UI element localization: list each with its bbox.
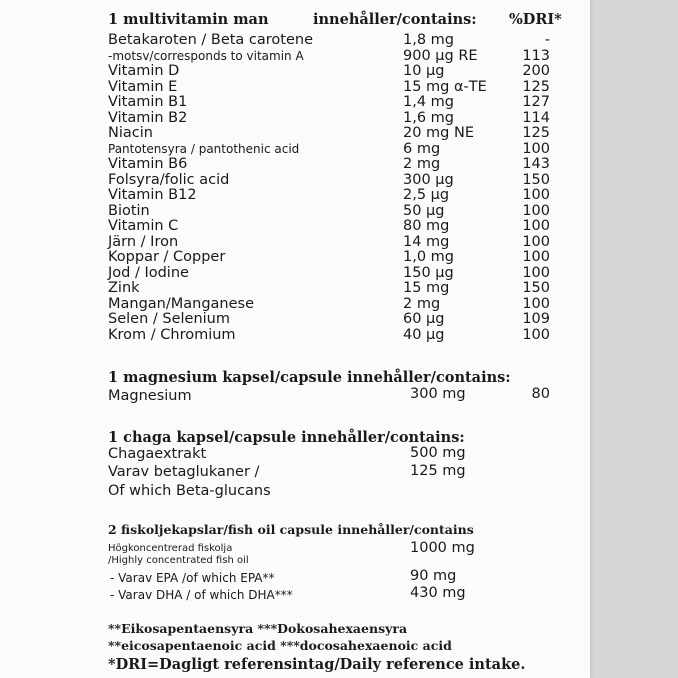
nutrient-amount: 150 µg (403, 264, 454, 281)
nutrient-dri: 100 (522, 140, 550, 157)
magnesium-heading: 1 magnesium kapsel/capsule innehåller/contains: (108, 369, 511, 386)
fishoil-oil-name: Högkoncentrerad fiskolja (108, 543, 233, 554)
nutrient-dri: 100 (522, 233, 550, 250)
nutrient-dri: 114 (522, 109, 550, 126)
nutrient-name: Vitamin B12 (108, 187, 197, 203)
nutrient-amount: 2 mg (403, 156, 441, 172)
nutrient-amount: 300 µg (403, 171, 454, 188)
nutrient-amount: 15 mg (403, 280, 450, 296)
chaga-extract-name: Chagaextrakt (108, 446, 207, 462)
nutrient-dri: 143 (522, 156, 550, 172)
nutrient-dri: 125 (522, 78, 550, 95)
nutrient-amount: 6 mg (403, 140, 441, 157)
nutrient-amount: 1,8 mg (403, 32, 454, 48)
fishoil-oil-name-en: /Highly concentrated fish oil (108, 555, 249, 566)
nutrient-dri: 100 (522, 264, 550, 281)
nutrient-amount: 50 µg (403, 202, 445, 219)
nutrient-name: Mangan/Manganese (108, 295, 255, 312)
nutrient-name: Koppar / Copper (108, 249, 226, 265)
nutrient-name: Selen / Selenium (108, 311, 230, 327)
nutrient-dri: 100 (522, 295, 550, 312)
nutrient-name: Järn / Iron (108, 233, 179, 250)
nutrient-dri: - (544, 32, 550, 48)
nutrient-name: Betakaroten / Beta carotene (108, 32, 314, 48)
magnesium-dri: 80 (531, 386, 550, 402)
nutrient-amount: 1,6 mg (403, 109, 454, 126)
nutrient-name: Vitamin C (108, 218, 179, 234)
chaga-extract-amount: 500 mg (410, 445, 466, 461)
nutrient-dri: 100 (522, 326, 550, 343)
nutrient-dri: 109 (522, 311, 550, 327)
nutrient-name: Vitamin B1 (108, 94, 188, 110)
nutrient-amount: 2 mg (403, 295, 441, 312)
fishoil-heading: 2 fiskoljekapslar/fish oil capsule innehåller/contains (108, 522, 474, 537)
nutrient-name: Krom / Chromium (108, 326, 236, 343)
footnote-dri-definition: *DRI=Dagligt referensintag/Daily reference intake. (108, 656, 526, 673)
nutrient-dri: 125 (522, 125, 550, 141)
chaga-betaglucan-name-en: Of which Beta-glucans (108, 483, 271, 499)
nutrient-dri: 113 (522, 47, 550, 64)
multivitamin-heading: 1 multivitamin man (108, 11, 269, 28)
contains-column-header: innehåller/contains: (313, 11, 477, 28)
nutrient-dri: 200 (522, 63, 550, 79)
chaga-heading: 1 chaga kapsel/capsule innehåller/contains: (108, 429, 465, 446)
nutrient-name: Vitamin B2 (108, 109, 188, 126)
nutrient-name: Niacin (108, 125, 153, 141)
magnesium-amount: 300 mg (410, 386, 466, 402)
nutrient-name: Pantotensyra / pantothenic acid (108, 141, 300, 156)
nutrient-name: Folsyra/folic acid (108, 171, 230, 188)
nutrient-name: Vitamin D (108, 63, 180, 79)
nutrient-name: Vitamin B6 (108, 156, 188, 172)
nutrient-name: Vitamin E (108, 78, 178, 95)
nutrient-amount: 10 µg (403, 63, 445, 79)
nutrient-amount: 14 mg (403, 233, 450, 250)
nutrient-dri: 100 (522, 218, 550, 234)
fishoil-oil-amount: 1000 mg (410, 540, 475, 556)
nutrient-name: Zink (108, 280, 140, 296)
fishoil-epa-name: - Varav EPA /of which EPA** (110, 571, 275, 585)
nutrient-amount: 20 mg NE (403, 125, 475, 141)
nutrient-amount: 900 µg RE (403, 47, 478, 64)
footnote-swedish: **Eikosapentaensyra ***Dokosahexaensyra (108, 621, 408, 636)
nutrient-dri: 100 (522, 249, 550, 265)
nutrient-name: -motsv/corresponds to vitamin A (108, 48, 304, 63)
fishoil-dha-name: - Varav DHA / of which DHA*** (110, 588, 293, 602)
nutrient-amount: 15 mg α-TE (403, 78, 487, 95)
nutrient-amount: 80 mg (403, 218, 450, 234)
nutrient-amount: 60 µg (403, 311, 445, 327)
nutrient-amount: 40 µg (403, 326, 445, 343)
nutrient-dri: 100 (522, 202, 550, 219)
footnote-english: **eicosapentaenoic acid ***docosahexaenoic acid (108, 638, 452, 653)
nutrient-amount: 1,0 mg (403, 249, 454, 265)
nutrient-amount: 2,5 µg (403, 187, 450, 203)
fishoil-dha-amount: 430 mg (410, 585, 466, 601)
nutrient-amount: 1,4 mg (403, 94, 454, 110)
chaga-betaglucan-amount: 125 mg (410, 463, 466, 479)
nutrient-name: Biotin (108, 202, 150, 219)
magnesium-name: Magnesium (108, 388, 192, 404)
chaga-betaglucan-name: Varav betaglukaner / (108, 464, 260, 480)
nutrient-name: Jod / Iodine (108, 264, 189, 281)
nutrient-dri: 100 (522, 187, 550, 203)
nutrient-dri: 150 (522, 171, 550, 188)
dri-column-header: %DRI* (509, 11, 562, 28)
nutrient-dri: 150 (522, 280, 550, 296)
nutrient-dri: 127 (522, 94, 550, 110)
fishoil-epa-amount: 90 mg (410, 568, 457, 584)
